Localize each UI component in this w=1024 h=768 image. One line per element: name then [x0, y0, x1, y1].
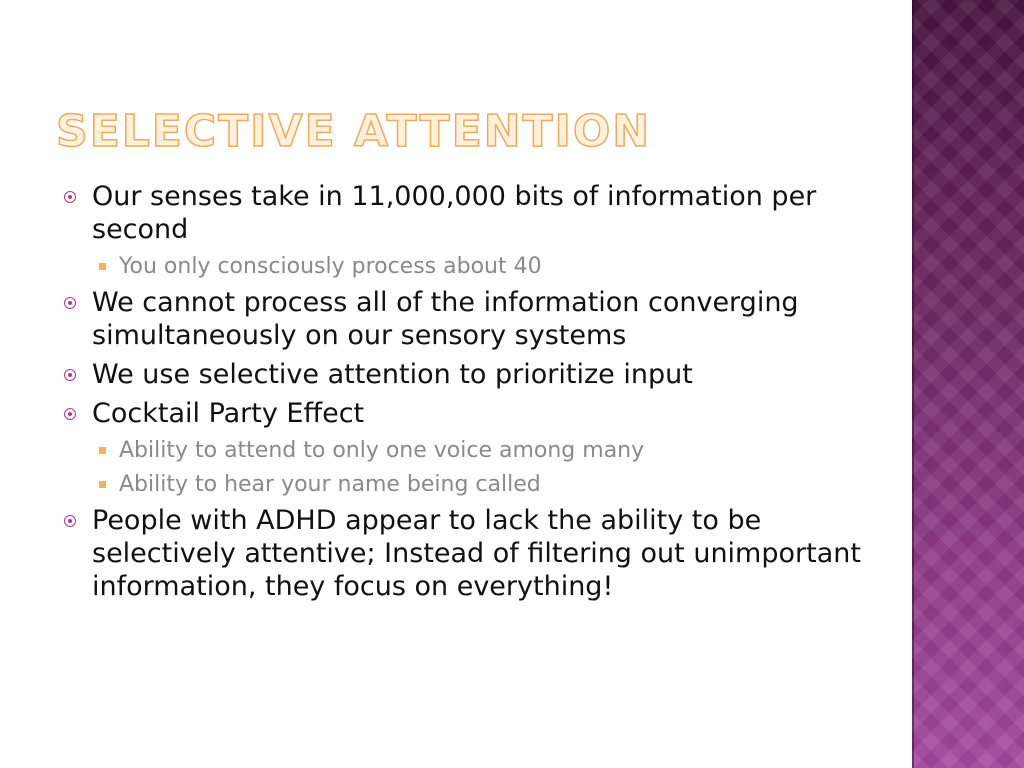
bullet-item — [64, 358, 864, 391]
square-icon — [99, 447, 106, 454]
circled-dot-icon — [64, 408, 76, 420]
bullet-text: We cannot process all of the information converging simultaneously on our sensory systems — [92, 287, 799, 351]
sub-bullet-text: Ability to attend to only one voice among many — [119, 438, 645, 463]
bullet-text: Cocktail Party Effect — [92, 398, 365, 429]
sub-bullet-item — [92, 252, 864, 282]
sub-bullet-text: Ability to hear your name being called — [119, 472, 541, 497]
circled-dot-icon — [64, 369, 76, 381]
square-icon — [99, 263, 106, 270]
bullet-text: People with ADHD appear to lack the ability to be selectively attentive; Instead of filtering out unimportant information, they focus on everything! — [92, 505, 861, 602]
bullet-item — [64, 180, 864, 246]
bullet-text: Our senses take in 11,000,000 bits of information per second — [92, 181, 817, 245]
sub-bullet-text: You only consciously process about 40 — [119, 254, 542, 279]
decorative-side-panel — [912, 0, 1024, 768]
bullet-item — [64, 397, 864, 430]
sub-bullet-item — [92, 470, 864, 500]
bullet-item — [64, 286, 864, 352]
bullet-text: We use selective attention to prioritize input — [92, 359, 693, 390]
square-icon — [99, 481, 106, 488]
bullet-list — [64, 180, 864, 609]
slide-title: SELECTIVE ATTENTION — [56, 106, 652, 157]
bullet-item — [64, 504, 864, 603]
circled-dot-icon — [64, 191, 76, 203]
circled-dot-icon — [64, 297, 76, 309]
circled-dot-icon — [64, 515, 76, 527]
sub-bullet-item — [92, 436, 864, 466]
